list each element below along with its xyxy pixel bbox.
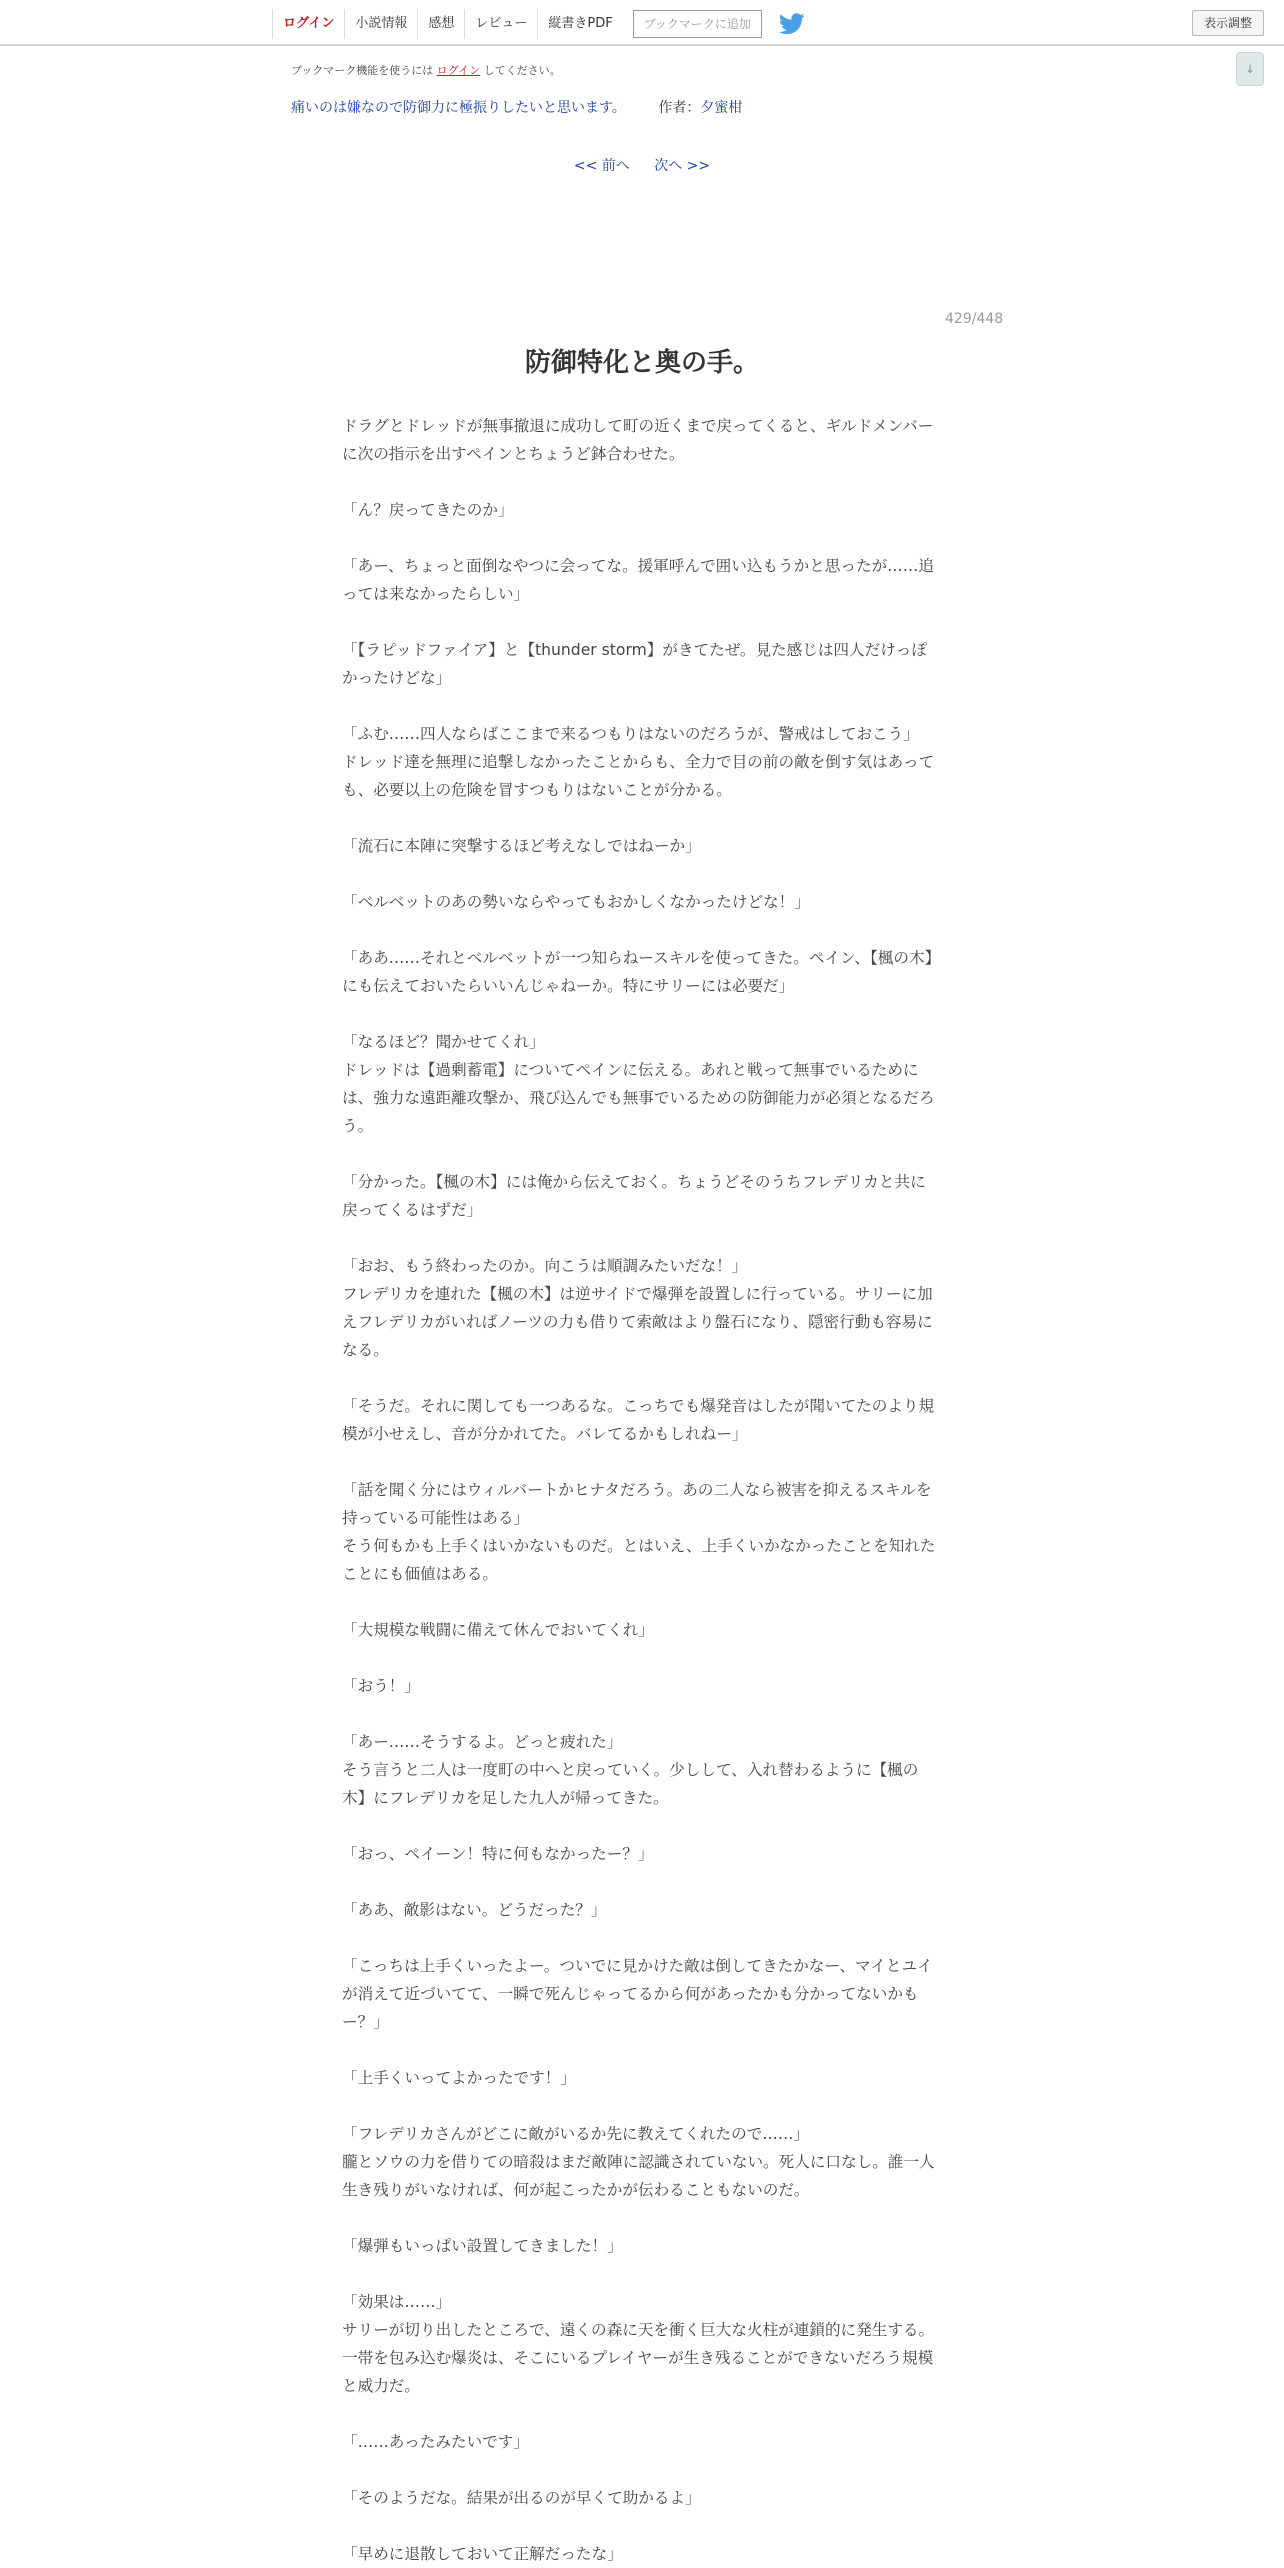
scroll-down-button[interactable]: ↓ <box>1236 52 1264 86</box>
blank-line <box>342 1700 936 1728</box>
chapter-count: 429/448 <box>945 311 1004 327</box>
body-paragraph: 「ベルベットのあの勢いならやってもおかしくなかったけどな！」 <box>342 893 810 911</box>
body-paragraph: 「フレデリカさんがどこに敵がいるか先に教えてくれたので……」 <box>342 2125 810 2143</box>
blank-line <box>342 1644 936 1672</box>
body-paragraph: ドラグとドレッドが無事撤退に成功して町の近くまで戻ってくると、ギルドメンバーに次の指示を出すペインとちょうど鉢合わせた。 <box>342 417 934 463</box>
bookmark-login-note <box>291 62 561 78</box>
body-paragraph: 「おお、もう終わったのか。向こうは順調みたいだな！」 <box>342 1257 748 1275</box>
top-navigation-bar <box>0 0 1284 46</box>
twitter-bird-icon[interactable] <box>778 12 806 36</box>
body-paragraph: 「流石に本陣に突撃するほど考えなしではねーか」 <box>342 837 701 855</box>
blank-line <box>342 468 936 496</box>
blank-line <box>342 2260 936 2288</box>
body-paragraph: 「こっちは上手くいったよー。ついでに見かけた敵は倒してきたかなー、マイとユイが消えて近づいてて、一瞬で死んじゃってるから何があったかも分かってないかもー？」 <box>342 1957 933 2031</box>
body-paragraph: 「話を聞く分にはウィルバートかヒナタだろう。あの二人なら被害を抑えるスキルを持っている可能性はある」 <box>342 1481 932 1527</box>
author-label: 作者： <box>658 100 701 116</box>
blank-line <box>342 804 936 832</box>
blank-line <box>342 2036 936 2064</box>
blank-line <box>342 1364 936 1392</box>
body-paragraph: 朧とソウの力を借りての暗殺はまだ敵陣に認識されていない。死人に口なし。誰一人生き残りがいなければ、何が起こったかが伝わることもないのだ。 <box>342 2153 935 2199</box>
body-paragraph: 「ん？戻ってきたのか」 <box>342 501 514 519</box>
blank-line <box>342 860 936 888</box>
nav-login[interactable]: ログイン <box>272 9 344 39</box>
blank-line <box>342 916 936 944</box>
blank-line <box>342 1812 936 1840</box>
body-paragraph: 「【ラピッドファイア】と【thunder storm】がきてたぜ。見た感じは四人だけっぽかったけどな」 <box>342 641 927 687</box>
blank-line <box>342 2092 936 2120</box>
display-settings-button[interactable]: 表示調整 <box>1192 10 1264 36</box>
prev-chapter-link[interactable]: << 前へ <box>573 158 630 174</box>
body-paragraph: 「爆弾もいっぱい設置してきました！」 <box>342 2237 623 2255</box>
blank-line <box>342 1224 936 1252</box>
nav-review[interactable]: レビュー <box>464 9 537 39</box>
body-paragraph: 「おっ、ペイーン！特に何もなかったー？」 <box>342 1845 654 1863</box>
body-paragraph: 「おう！」 <box>342 1677 420 1695</box>
body-paragraph: 「早めに退散しておいて正解だったな」 <box>342 2545 623 2563</box>
body-paragraph: そう言うと二人は一度町の中へと戻っていく。少しして、入れ替わるように【楓の木】にフレデリカを足した九人が帰ってきた。 <box>342 1761 919 1807</box>
body-paragraph: 「そうだ。それに関しても一つあるな。こっちでも爆発音はしたが聞いてたのより規模が小せえし、音が分かれてた。バレてるかもしれねー」 <box>342 1397 935 1443</box>
novel-info-line <box>291 97 742 117</box>
chapter-title: 防御特化と奥の手。 <box>524 348 759 378</box>
blank-line <box>342 524 936 552</box>
body-paragraph: フレデリカを連れた【楓の木】は逆サイドで爆弾を設置しに行っている。サリーに加えフレデリカがいればノーツの力も借りて索敵はより盤石になり、隠密行動も容易になる。 <box>342 1285 933 1359</box>
blank-line <box>342 608 936 636</box>
body-paragraph: 「そのようだな。結果が出るのが早くて助かるよ」 <box>342 2489 701 2507</box>
blank-line <box>342 1000 936 1028</box>
blank-line <box>342 2512 936 2540</box>
blank-line <box>342 1448 936 1476</box>
body-paragraph: 「効果は……」 <box>342 2293 452 2311</box>
novel-title-link[interactable]: 痛いのは嫌なので防御力に極振りしたいと思います。 <box>291 100 626 116</box>
nav-impressions[interactable]: 感想 <box>417 9 464 39</box>
body-paragraph: 「分かった。【楓の木】には俺から伝えておく。ちょうどそのうちフレデリカと共に戻ってくるはずだ」 <box>342 1173 926 1219</box>
chapter-body <box>342 412 936 2568</box>
body-paragraph: 「……あったみたいです」 <box>342 2433 529 2451</box>
body-paragraph: 「ふむ……四人ならばここまで来るつもりはないのだろうが、警戒はしておこう」 <box>342 725 919 743</box>
blank-line <box>342 2400 936 2428</box>
blank-line <box>342 2204 936 2232</box>
blank-line <box>342 2456 936 2484</box>
bookmark-note-prefix: ブックマーク機能を使うには <box>291 64 434 77</box>
body-paragraph: そう何もかも上手くはいかないものだ。とはいえ、上手くいかなかったことを知れたことにも価値はある。 <box>342 1537 936 1583</box>
bookmark-note-suffix: してください。 <box>483 64 561 77</box>
add-bookmark-button[interactable]: ブックマークに追加 <box>633 10 762 38</box>
body-paragraph: 「ああ、敵影はない。どうだった？」 <box>342 1901 607 1919</box>
blank-line <box>342 1140 936 1168</box>
body-paragraph: ドレッドは【過剰蓄電】についてペインに伝える。あれと戦って無事でいるためには、強力な遠距離攻撃か、飛び込んでも無事でいるための防御能力が必須となるだろう。 <box>342 1061 935 1135</box>
body-paragraph: 「あー……そうするよ。どっと疲れた」 <box>342 1733 623 1751</box>
author-link[interactable]: 夕蜜柑 <box>700 100 743 116</box>
body-paragraph: 「大規模な戦闘に備えて休んでおいてくれ」 <box>342 1621 654 1639</box>
nav-vertical-pdf[interactable]: 縦書きPDF <box>537 9 622 39</box>
body-paragraph: 「あー、ちょっと面倒なやつに会ってな。援軍呼んで囲い込もうかと思ったが……追っては来なかったらしい」 <box>342 557 934 603</box>
next-chapter-link[interactable]: 次へ >> <box>654 158 711 174</box>
body-paragraph: ドレッド達を無理に追撃しなかったことからも、全力で目の前の敵を倒す気はあっても、必要以上の危険を冒すつもりはないことが分かる。 <box>342 753 935 799</box>
nav-novel-info[interactable]: 小説情報 <box>344 9 417 39</box>
main-nav <box>272 8 806 40</box>
blank-line <box>342 1868 936 1896</box>
blank-line <box>342 1924 936 1952</box>
blank-line <box>342 1588 936 1616</box>
body-paragraph: 「ああ……それとベルベットが一つ知らねースキルを使ってきた。ペイン、【楓の木】にも伝えておいたらいいんじゃねーか。特にサリーには必要だ」 <box>342 949 933 995</box>
bookmark-login-link[interactable]: ログイン <box>436 64 481 77</box>
body-paragraph: サリーが切り出したところで、遠くの森に天を衝く巨大な火柱が連鎖的に発生する。一帯を包み込む爆炎は、そこにいるプレイヤーが生き残ることができないだろう規模と威力だ。 <box>342 2321 935 2395</box>
chapter-pager <box>0 155 1284 175</box>
body-paragraph: 「上手くいってよかったです！」 <box>342 2069 576 2087</box>
body-paragraph: 「なるほど？聞かせてくれ」 <box>342 1033 545 1051</box>
blank-line <box>342 692 936 720</box>
